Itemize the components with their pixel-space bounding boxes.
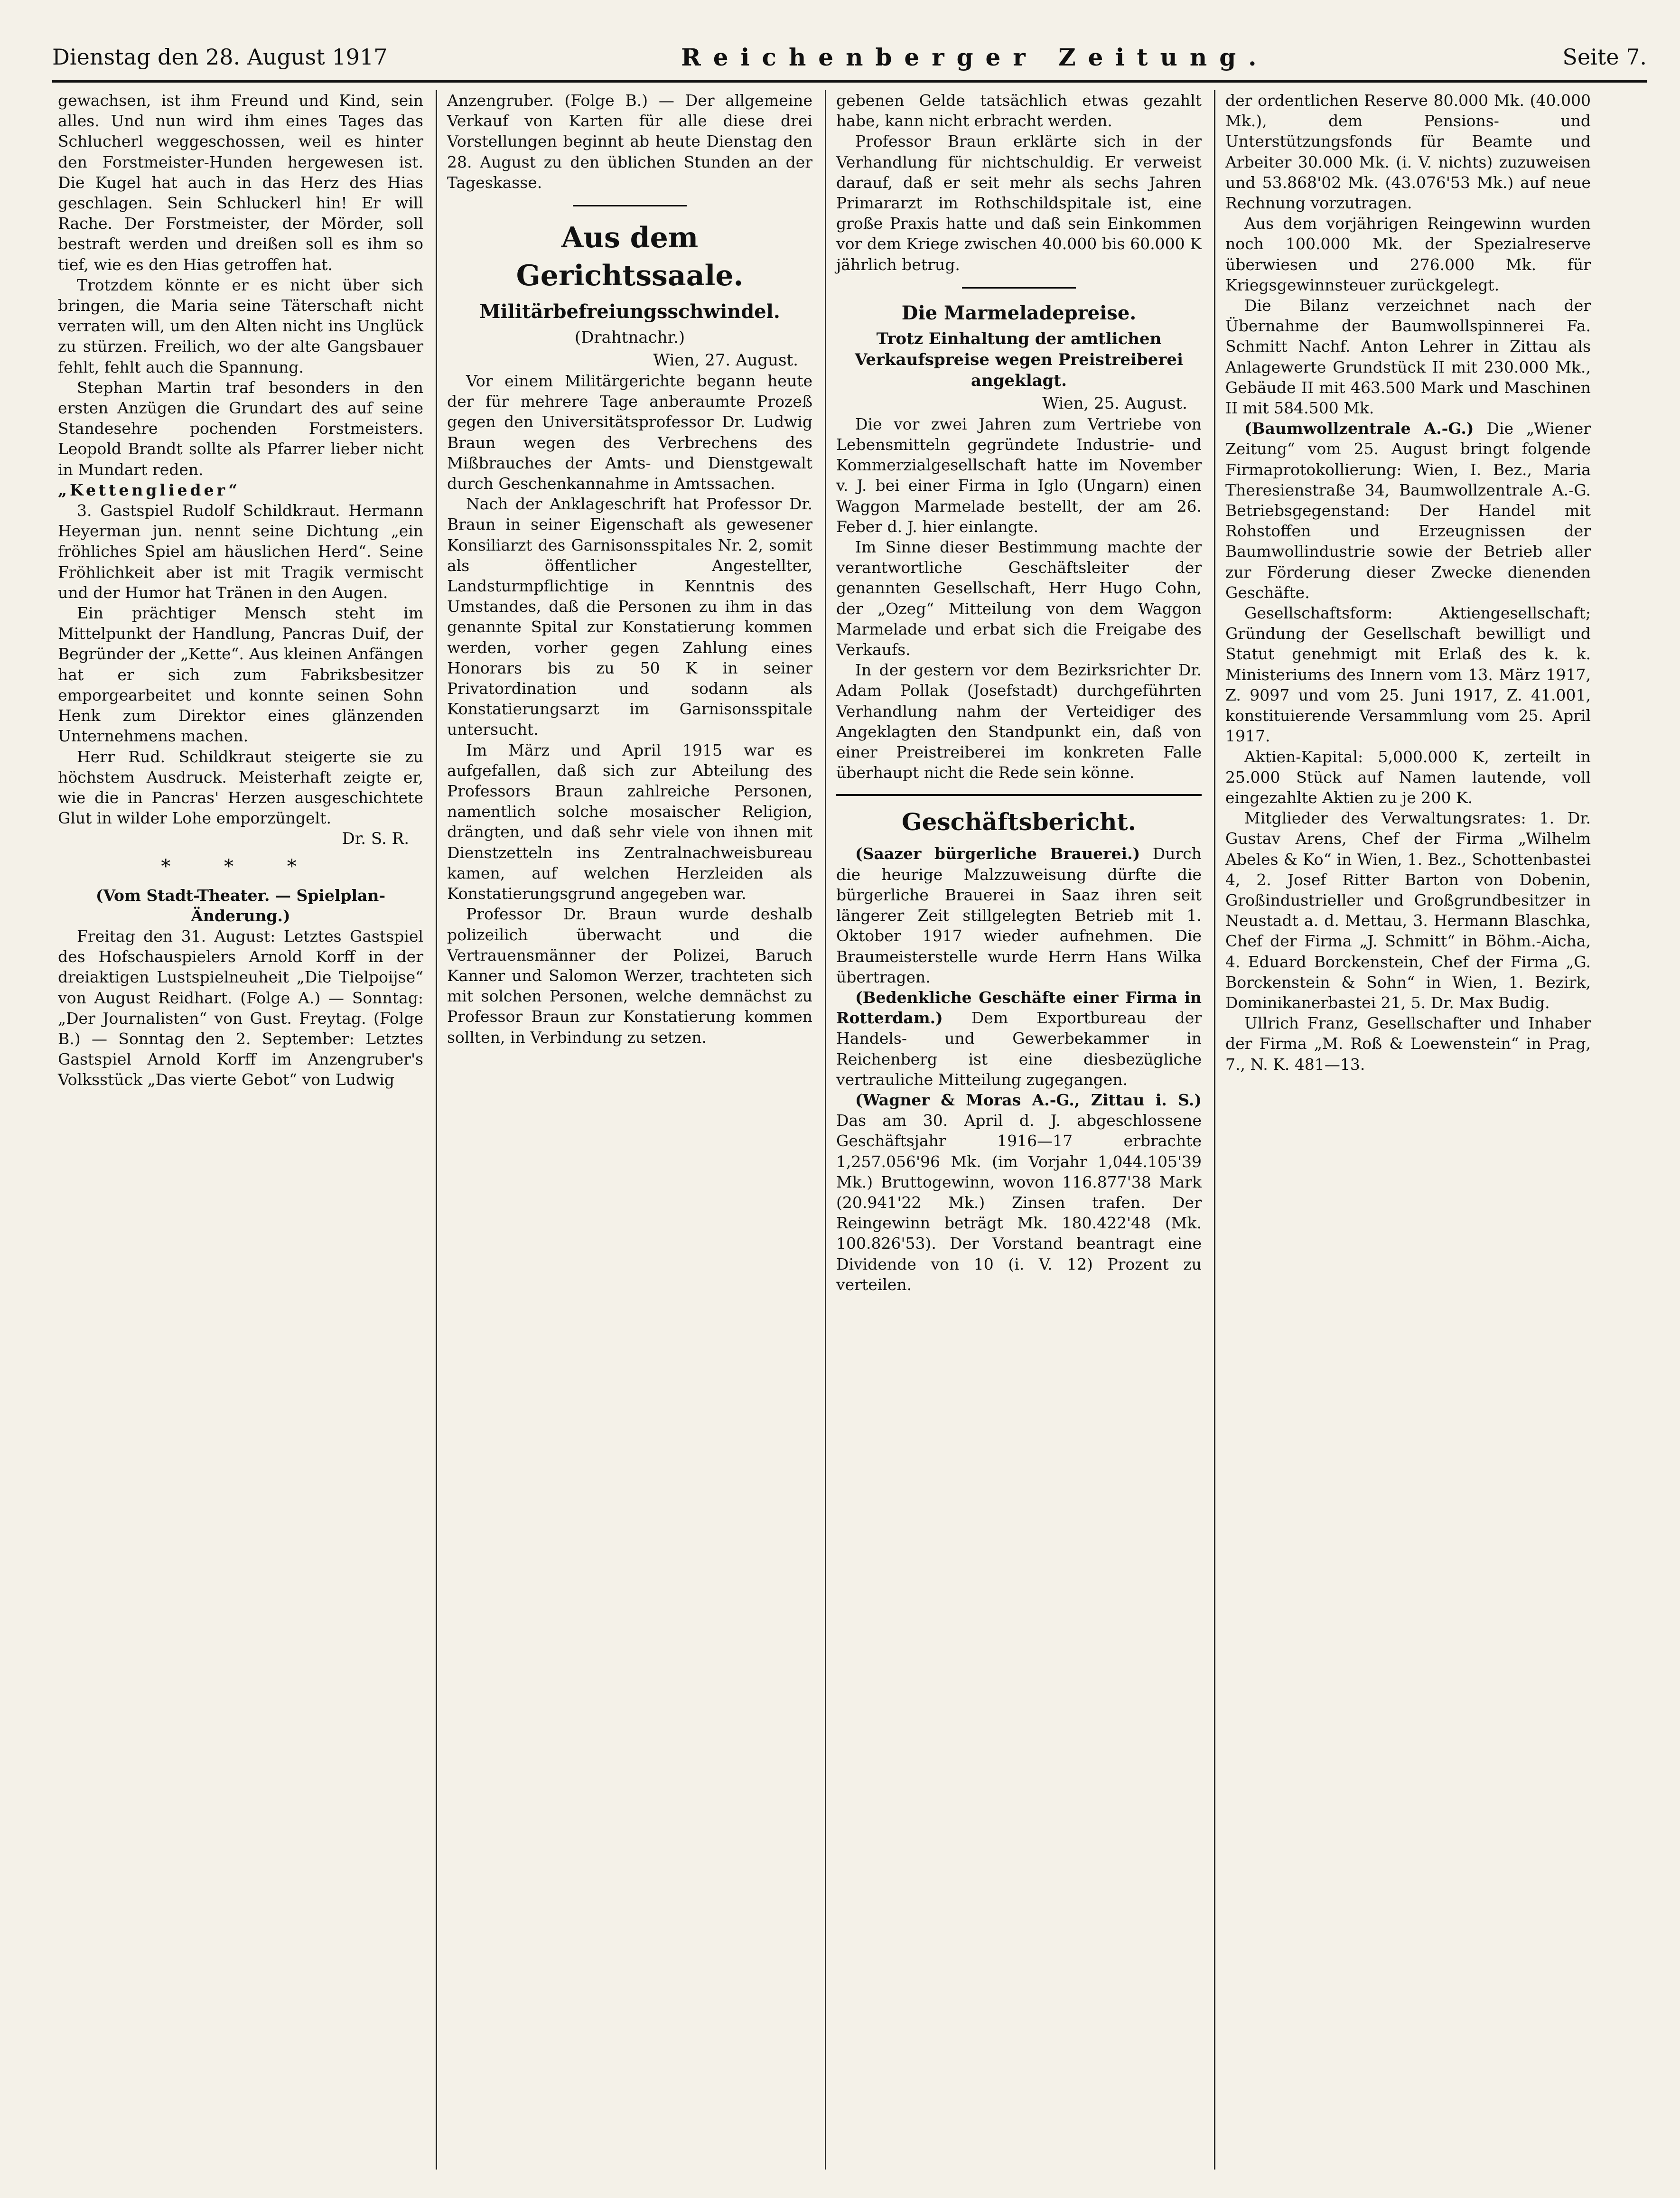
- signature: Dr. S. R.: [342, 829, 409, 849]
- paragraph: Ullrich Franz, Gesellschafter und Inhaber der Firma „M. Roß & Loewenstein“ in Prag, 7., N. K. 481—13.: [1225, 1014, 1591, 1074]
- item-title: (Bedenkliche Geschäfte einer Firma in Rotterdam.): [836, 988, 1202, 1028]
- paragraph: Herr Rud. Schildkraut steigerte sie zu höchstem Ausdruck. Meisterhaft zeigte er, wie die in Pancras' Herzen ausgeschichtete Glut in wilder Lohe emporzüngelt.: [58, 747, 423, 828]
- item-text: [836, 843, 1202, 987]
- item-title: (Saazer bürgerliche Brauerei.): [855, 844, 1140, 863]
- paragraph: der ordentlichen Reserve 80.000 Mk. (40.000 Mk.), dem Pensions- und Unterstützungsfonds für Beamte und Arbeiter 30.000 Mk. (i. V. nichts) zuzuweisen und 53.868'02 Mk. (43.076'53 Mk.) auf neue Rechnung vorzutragen.: [1225, 91, 1591, 213]
- dateline: Wien, 27. August.: [653, 351, 798, 370]
- item-text: [836, 1090, 1202, 1295]
- section-title: Geschäftsbericht.: [836, 794, 1202, 839]
- paragraph: Gesellschaftsform: Aktiengesellschaft; Gründung der Gesellschaft bewilligt und Statut genehmigt mit Erlaß des k. k. Ministeriums des Innern vom 13. März 1917, Z. 9097 und vom 25. Juni 1917, Z. 41.001, konstituierende Versammlung vom 25. April 1917.: [1225, 604, 1591, 746]
- issue-date: Dienstag den 28. August 1917: [52, 44, 388, 70]
- column-1: [53, 90, 428, 2170]
- item-title: (Baumwollzentrale A.-G.): [1244, 419, 1474, 438]
- paragraph: Aus dem vorjährigen Reingewinn wurden noch 100.000 Mk. der Spezialreserve überwiesen und 276.000 Mk. für Kriegsgewinnsteuer zurückgelegt.: [1225, 214, 1591, 294]
- notice-text: Freitag den 31. August: Letztes Gastspiel des Hofschauspielers Arnold Korff in der dreiaktigen Lustspielneuheit „Die Tielpoijse“ von August Reidhart. (Folge A.) — Sonntag: „Der Journalisten“ von Gust. Freytag. (Folge B.) — Sonntag den 2. September: Letztes Gastspiel Arnold Korff im Anzengruber's Volksstück „Das vierte Gebot“ von Ludwig: [58, 926, 423, 1089]
- page-number: Seite 7.: [1562, 44, 1647, 70]
- paragraph: gewachsen, ist ihm Freund und Kind, sein alles. Und nun wird ihm eines Tages das Schlucherl weggeschossen, weil es hinter den Forstmeister-Hunden hergewesen ist. Die Kugel hat auch in das Herz des Hias geschlagen. Sein Schluckerl hin! Er will Rache. Der Forstmeister, der Mörder, soll bestraft werden und dreißen soll es ihm so tief, wie es den Hias getroffen hat.: [58, 91, 423, 274]
- article-source: (Drahtnachr.): [574, 328, 685, 347]
- item-body: Das am 30. April d. J. abgeschlossene Geschäftsjahr 1916—17 erbrachte 1,257.056'96 Mk. (im Vorjahr 1,044.105'39 Mk.) Bruttogewinn, wovon 116.877'38 Mark (20.941'22 Mk.) Zinsen trafen. Der Reingewinn beträgt Mk. 180.422'48 (Mk. 100.826'53). Der Vorstand beantragt eine Dividende von 10 (i. V. 12) Prozent zu verteilen.: [836, 1111, 1202, 1294]
- paper-name: Reichenberger Zeitung.: [681, 43, 1269, 71]
- play-title: „Kettenglieder“: [58, 480, 241, 499]
- masthead: [52, 38, 1647, 76]
- header-rule: [52, 80, 1647, 83]
- paragraph: Vor einem Militärgerichte begann heute der für mehrere Tage anberaumte Prozeß gegen den Universitätsprofessor Dr. Ludwig Braun wegen des Verbrechens des Mißbrauches der Amts- und Dienstgewalt durch Geschenkannahme in Amtssachen.: [447, 372, 812, 493]
- notice-title: (Vom Stadt-Theater. — Spielplan-Änderung.): [95, 886, 386, 925]
- section-title: Aus dem Gerichtssaale.: [516, 221, 744, 293]
- paragraph: Ein prächtiger Mensch steht im Mittelpunkt der Handlung, Pancras Duif, der Begründer der „Kette“. Aus kleinen Anfängen hat er sich zum Fabriksbesitzer emporgearbeitet und konnte seinen Sohn Henk zum Direktor eines glänzenden Unternehmens machen.: [58, 604, 423, 746]
- paragraph: Im Sinne dieser Bestimmung machte der verantwortliche Geschäftsleiter der genannten Gesellschaft, Herr Hugo Cohn, der „Ozeg“ Mitteilung von dem Waggon Marmelade und erbat sich die Freigabe des Verkaufs.: [836, 538, 1202, 659]
- paragraph: Mitglieder des Verwaltungsrates: 1. Dr. Gustav Arens, Chef der Firma „Wilhelm Abeles & Ko“ in Wien, 1. Bez., Schottenbastei 4, 2. Josef Ritter Barton von Dobenin, Großindustrieller und Großgrundbesitzer in Neustadt a. d. Mettau, 3. Hermann Blaschka, Chef der Firma „J. Schmitt“ in Böhm.-Aicha, 4. Eduard Borckenstein, Chef der Firma „G. Borckenstein & Sohn“ in Wien, 1. Bezirk, Dominikanerbastei 21, 5. Dr. Max Budig.: [1225, 809, 1591, 1012]
- column-4: [1221, 90, 1596, 2170]
- column-3: [831, 90, 1206, 2170]
- paragraph: Professor Braun erklärte sich in der Verhandlung für nichtschuldig. Er verweist darauf, daß er seit mehr als sechs Jahren Primararzt im Rothschildspitale ist, eine große Praxis hatte und daß sein Einkommen vor dem Kriege zwischen 40.000 bis 60.000 K jährlich betrug.: [836, 132, 1202, 274]
- item-text: [836, 987, 1202, 1090]
- paragraph: Professor Dr. Braun wurde deshalb polizeilich überwacht und die Vertrauensmänner der Polizei, Baruch Kanner und Salomon Werzer, trachteten sich mit solchen Personen, welche demnächst zu Professor Braun zur Konstatierung kommen sollten, in Verbindung zu setzen.: [447, 905, 812, 1047]
- paragraph: Anzengruber. (Folge B.) — Der allgemeine Verkauf von Karten für alle diese drei Vorstellungen beginnt ab heute Dienstag den 28. August zu den üblichen Stunden an der Tageskasse.: [447, 91, 812, 192]
- column-divider: [825, 90, 826, 2170]
- article-subtitle: Trotz Einhaltung der amtlichen Verkaufspreise wegen Preistreiberei angeklagt.: [855, 329, 1183, 390]
- separator-stars: * * *: [161, 856, 320, 878]
- article-title: Die Marmeladepreise.: [901, 301, 1137, 324]
- paragraph: Nach der Anklageschrift hat Professor Dr. Braun in seiner Eigenschaft als gewesener Konsiliarzt des Garnisonsspitales Nr. 2, somit als öffentlicher Angestellter, Landsturmpflichtige in Kenntnis des Umstandes, daß die Personen zu ihm in das genannte Spital zur Konstatierung kommen werden, vorher gegen Zahlung eines Honorars bis zu 50 K in seiner Privatordination und sodann als Konstatierungsarzt im Garnisonsspitale untersucht.: [447, 495, 812, 739]
- paragraph: Im März und April 1915 war es aufgefallen, daß sich zur Abteilung des Professors Braun zahlreiche Personen, namentlich solche mosaischer Religion, drängten, und daß sehr viele von ihnen mit Dienstzetteln ins Zentralnachweisbureau kamen, auf welchen Herzleiden als Konstatierungsgrund angegeben war.: [447, 740, 812, 903]
- paragraph: Die vor zwei Jahren zum Vertriebe von Lebensmitteln gegründete Industrie- und Kommerzialgesellschaft hatte im November v. J. bei einer Firma in Iglo (Ungarn) einen Waggon Marmelade bestellt, der am 26. Feber d. J. hier einlangte.: [836, 414, 1202, 536]
- paragraph: Trotzdem könnte er es nicht über sich bringen, die Maria seine Täterschaft nicht verraten will, um den Alten nicht ins Unglück zu stürzen. Freilich, wo der alte Gangsbauer fehlt, fehlt auch die Spannung.: [58, 275, 423, 376]
- paragraph: In der gestern vor dem Bezirksrichter Dr. Adam Pollak (Josefstadt) durchgeführten Verhandlung nahm der Verteidiger des Angeklagten den Standpunkt ein, daß von einer Preistreiberei im konkreten Falle überhaupt nicht die Rede sein könne.: [836, 661, 1202, 782]
- paragraph: gebenen Gelde tatsächlich etwas gezahlt habe, kann nicht erbracht werden.: [836, 91, 1202, 131]
- paragraph: 3. Gastspiel Rudolf Schildkraut. Hermann Heyerman jun. nennt seine Dichtung „ein fröhliches Spiel am häuslichen Herd“. Seine Fröhlichkeit aber ist mit Tragik vermischt und der Humor hat Tränen in den Augen.: [58, 501, 423, 602]
- column-divider: [1214, 90, 1215, 2170]
- paragraph: Die Bilanz verzeichnet nach der Übernahme der Baumwollspinnerei Fa. Schmitt Nachf. Anton Lehrer in Zittau als Anlagewerte Grundstück II mit 230.000 Mk., Gebäude II mit 463.500 Mark und Maschinen II mit 584.500 Mk.: [1225, 296, 1591, 418]
- paragraph: Stephan Martin traf besonders in den ersten Anzügen die Grundart des auf seine Standesehre pochenden Forstmeisters. Leopold Brandt sollte als Pfarrer lieber nicht in Mundart reden.: [58, 378, 423, 479]
- article-rule: [962, 287, 1076, 289]
- dateline: Wien, 25. August.: [1042, 393, 1187, 413]
- item-body: Die „Wiener Zeitung“ vom 25. August bringt folgende Firmaprotokollierung: Wien, I. Bez., Maria Theresienstraße 34, Baumwollzentrale A.-G. Betriebsgegenstand: Der Handel mit Rohstoffen und Erzeugnissen der Baumwollindustrie sowie der Betrieb aller zur Förderung dieser Zwecke dienenden Geschäfte.: [1225, 419, 1591, 602]
- item-title: (Wagner & Moras A.-G., Zittau i. S.): [855, 1090, 1202, 1109]
- paragraph: Aktien-Kapital: 5,000.000 K, zerteilt in 25.000 Stück auf Namen lautende, voll eingezahlte Aktien zu je 200 K.: [1225, 747, 1591, 807]
- section-rule: [573, 205, 687, 206]
- item-body: Dem Exportbureau der Handels- und Gewerbekammer in Reichenberg ist eine diesbezügliche vertrauliche Mitteilung zugegangen.: [836, 1009, 1202, 1089]
- column-2: [442, 90, 817, 2170]
- item-text: [1225, 418, 1591, 603]
- item-body: Durch die heurige Malzzuweisung dürfte die bürgerliche Brauerei in Saaz ihren seit längerer Zeit stillgelegten Betrieb mit 1. Oktober 1917 wieder aufnehmen. Die Braumeisterstelle wurde Herrn Hans Wilka übertragen.: [836, 844, 1202, 986]
- column-divider: [436, 90, 437, 2170]
- article-title: Militärbefreiungsschwindel.: [479, 300, 780, 323]
